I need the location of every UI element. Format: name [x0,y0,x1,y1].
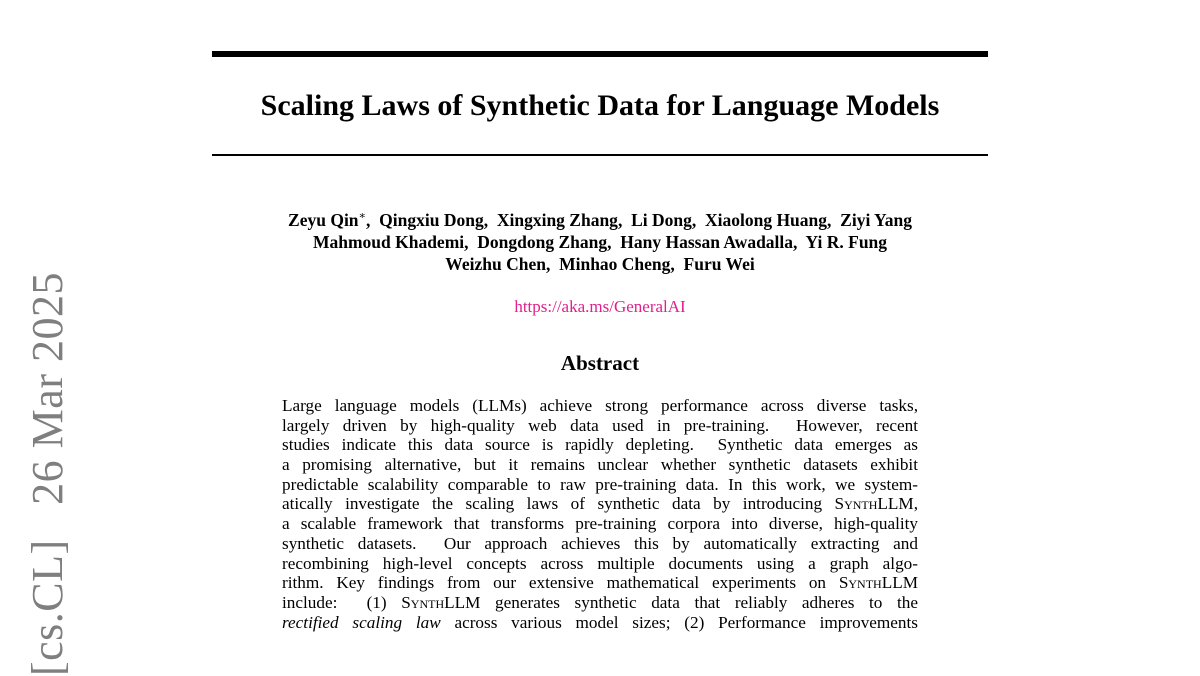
abstract-body [282,396,918,632]
arxiv-stamp [23,272,73,676]
author-line: Mahmoud Khademi, Dongdong Zhang, Hany Hassan Awadalla, Yi R. Fung [312,232,888,252]
arxiv-date: 26 Mar 2025 [23,272,72,505]
author-name: Qingxiu Dong [379,210,484,230]
abstract-line: a promising alternative, but it remains unclear whether synthetic datasets exhibit [282,455,918,475]
paper-title: Scaling Laws of Synthetic Data for Language Models [260,89,940,122]
abstract-line: largely driven by high-quality web data used in pre-training. However, recent [282,415,918,435]
abstract-line: studies indicate this data source is rapidly depleting. Synthetic data emerges as [282,435,918,455]
title-rule-bottom [212,154,988,156]
project-link[interactable]: https://aka.ms/GeneralAI [514,297,686,316]
author-name: Yi R. Fung [805,232,888,252]
author-name: Mahmoud Khademi [312,232,465,252]
author-name: Ziyi Yang [840,210,912,230]
author-list [212,209,988,275]
abstract-line: predictable scalability comparable to raw pre-training data. In this work, we system- [282,474,918,494]
author-name: Weizhu Chen [445,254,546,274]
abstract-line: rectified scaling law across various model sizes; (2) Performance improvements [282,612,918,632]
author-name: Li Dong [631,210,692,230]
author-line: Zeyu Qin∗, Qingxiu Dong, Xingxing Zhang, Li Dong, Xiaolong Huang, Ziyi Yang [288,210,912,230]
author-name: Minhao Cheng [559,254,671,274]
abstract-line: synthetic datasets. Our approach achieves this by automatically extracting and [282,533,918,553]
author-name: Furu Wei [683,254,755,274]
abstract-heading: Abstract [560,351,640,375]
author-name: Zeyu Qin [288,210,359,230]
author-name: Xingxing Zhang [496,210,618,230]
title-rule-top [212,51,988,57]
author-line: Weizhu Chen, Minhao Cheng, Furu Wei [445,254,755,274]
arxiv-category: [cs.CL] [23,539,72,676]
footnote-mark: ∗ [358,210,367,223]
abstract-line: a scalable framework that transforms pre-training corpora into diverse, high-quality [282,514,918,534]
abstract-line: recombining high-level concepts across multiple documents using a graph algo- [282,553,918,573]
author-name: Dongdong Zhang [477,232,608,252]
author-name: Hany Hassan Awadalla [620,232,794,252]
abstract-line: rithm. Key findings from our extensive mathematical experiments on SynthLLM [282,573,918,593]
abstract-line: Large language models (LLMs) achieve strong performance across diverse tasks, [282,396,918,415]
author-name: Xiaolong Huang [704,210,828,230]
abstract-line: atically investigate the scaling laws of synthetic data by introducing SynthLLM, [282,494,918,514]
abstract-line: include: (1) SynthLLM generates synthetic data that reliably adheres to the [282,592,919,612]
